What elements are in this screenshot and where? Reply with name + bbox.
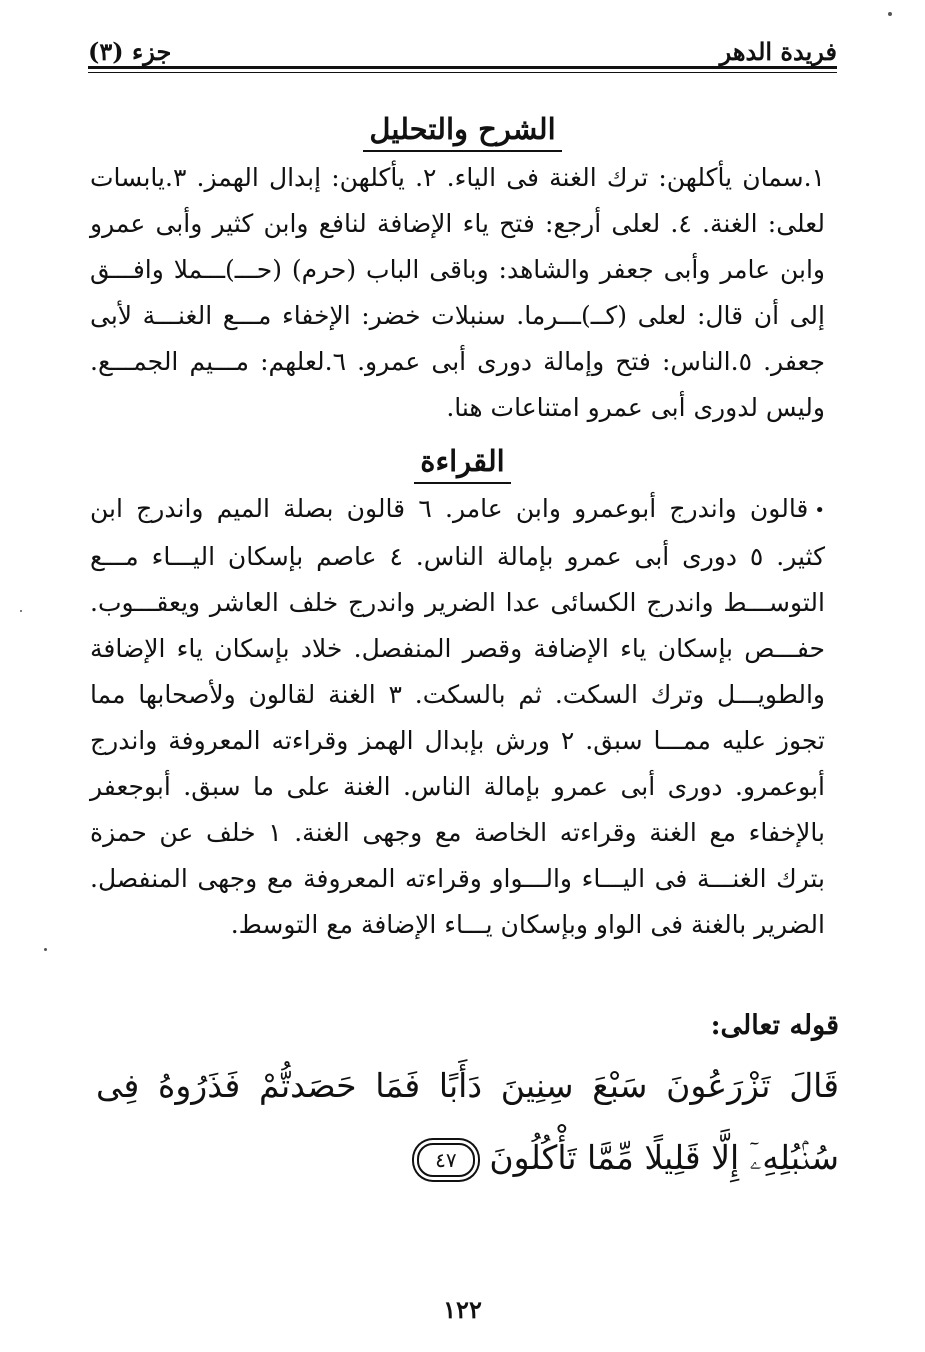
header-rule — [88, 66, 837, 73]
verse-text: قَالَ تَزْرَعُونَ سَبْعَ سِنِينَ دَأَبًا فَمَا حَصَدتُّمْ فَذَرُوهُ فِى سُنۢبُلِهِۦٓ إِلَّا قَلِيلًا مِّمَّا تَأْكُلُونَ — [96, 1066, 839, 1177]
quranic-verse — [96, 1050, 839, 1194]
scan-speck — [20, 610, 22, 612]
scan-speck — [44, 948, 47, 951]
readings-text: قالون واندرج أبوعمرو وابن عامر. ٦ قالون بصلة الميم واندرج ابن كثير. ٥ دورى أبى عمرو بإمالة الناس. ٤ عاصم بإسكان اليـــاء مـــع التوســـط واندرج الكسائى عدا الضرير واندرج خلف العاشر ويعقـــوب. حفـــص بإسكان ياء الإضافة وقصر المنفصل. خلاد بإسكان ياء الإضافة والطويـــل وترك السكت. ثم بالسكت. ٣ الغنة لقالون ولأصحابها مما تجوز عليه ممـــا سبق. ٢ ورش بإبدال الهمز وقراءته المعروفة واندرج أبوعمرو. دورى أبى عمرو بإمالة الناس. الغنة على ما سبق. أبوجعفر بالإخفاء مع الغنة وقراءته الخاصة مع وجهى الغنة. ١ خلف عن حمزة بترك الغنـــة فى اليـــاء والـــواو وقراءته المعروفة مع وجهى المنفصل. الضرير بالغنة فى الواو وبإسكان يـــاء الإضافة مع التوسط. — [90, 494, 826, 939]
explanation-paragraph: ١.سمان يأكلهن: ترك الغنة فى الياء. ٢. يأكلهن: إبدال الهمز. ٣.يابسات لعلى: الغنة. ٤. لعلى أرجع: فتح ياء الإضافة لنافع وابن كثير وأبى عمرو وابن عامر وأبى جعفر والشاهد: وباقى الباب (حرم) (حـــ)ـــملا وافـــق إلى أن قال: لعلى (كــ)ـــرما. سنبلات خضر: الإخفاء مـــع الغنـــة لأبى جعفر. ٥.الناس: فتح وإمالة دورى أبى عمرو. ٦.لعلهم: مـــيم الجمـــع. وليس لدورى أبى عمرو امتناعات هنا. — [90, 163, 825, 422]
ayah-number-marker: ٤٧ — [417, 1143, 475, 1177]
scan-speck — [888, 12, 892, 16]
running-header — [88, 26, 837, 66]
readings-heading: القراءة — [0, 444, 925, 478]
readings-paragraph — [90, 486, 825, 948]
book-title: فريدة الدهر — [719, 37, 837, 66]
explanation-heading: الشرح والتحليل — [0, 112, 925, 146]
quote-label: قوله تعالى: — [710, 1010, 839, 1041]
part-label: جزء (٣) — [88, 37, 172, 66]
page-number: ١٢٢ — [443, 1295, 482, 1324]
bullet-marker: • — [814, 499, 826, 521]
